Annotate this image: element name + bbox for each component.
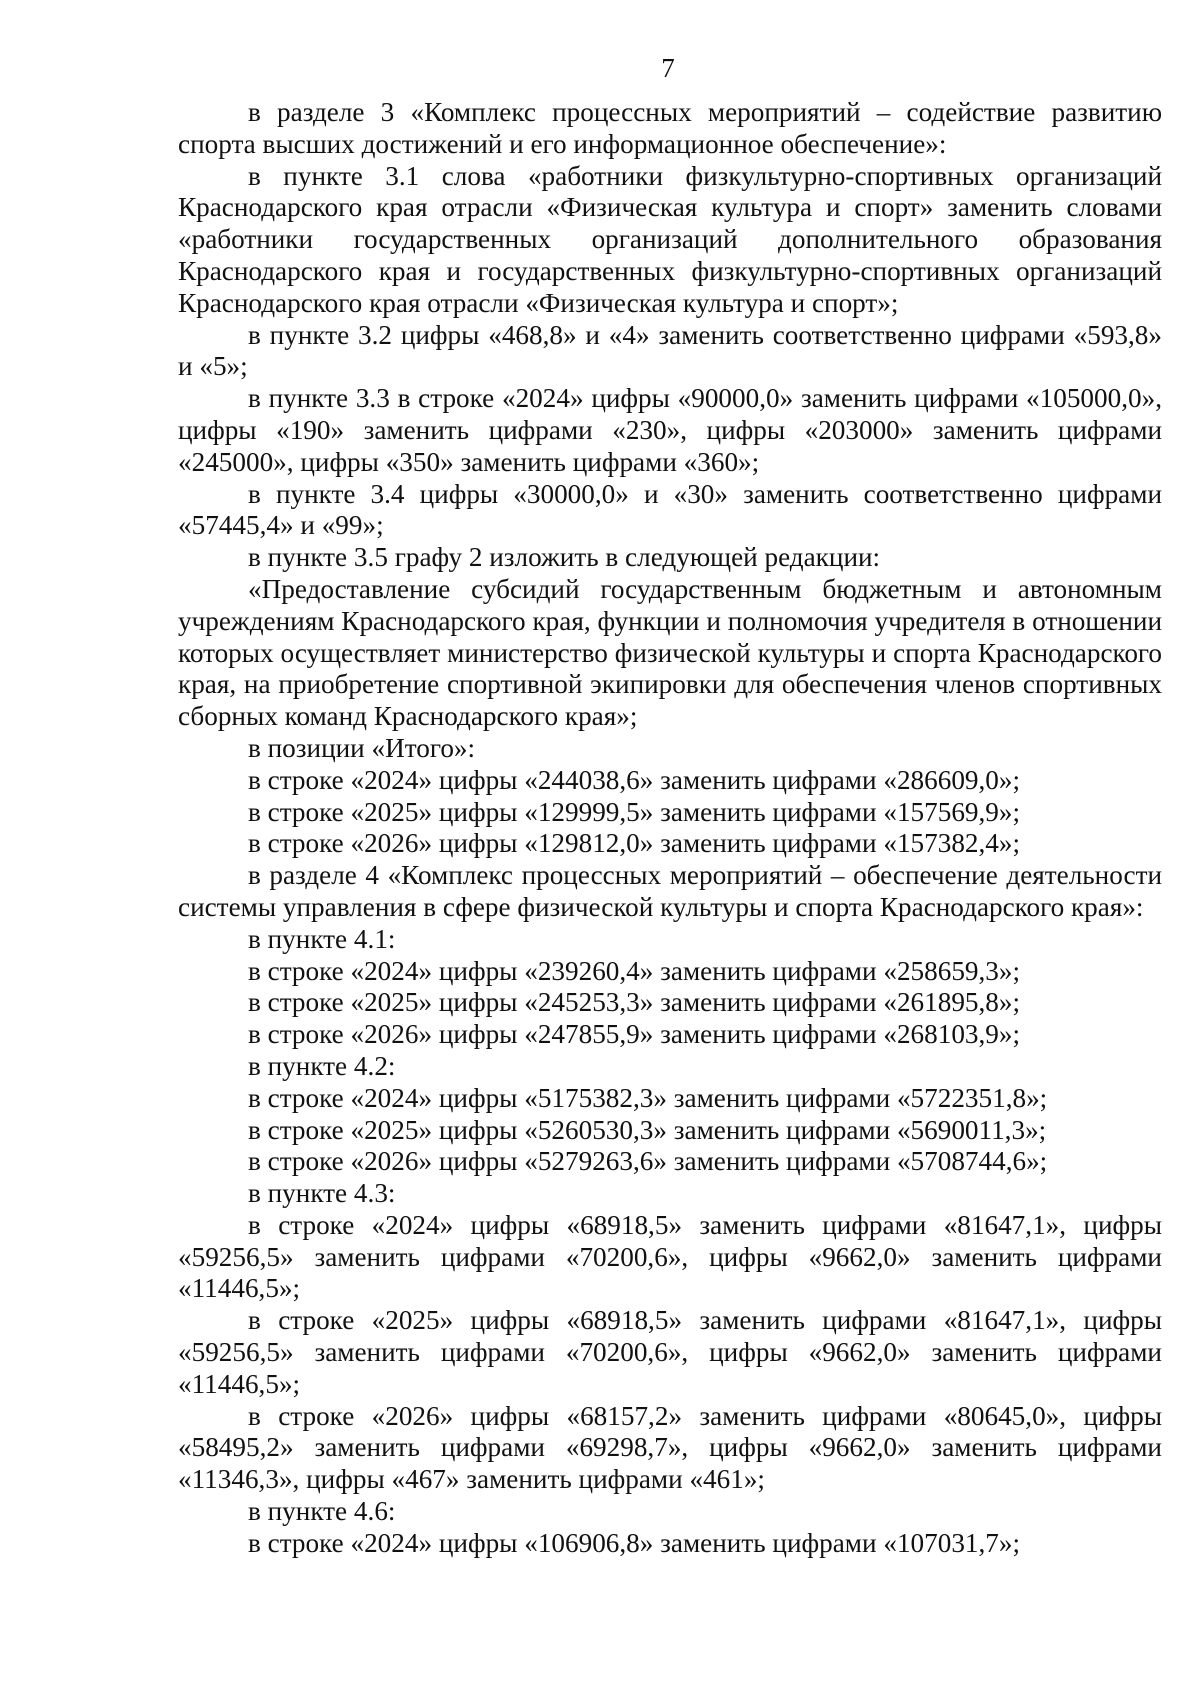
paragraph-item-3-3: в пункте 3.3 в строке «2024» цифры «90000,0» заменить цифрами «105000,0», цифры «190» заменить цифрами «230», цифры «203000» заменить цифрами «245000», цифры «350» заменить цифрами «360»; [178,383,1162,477]
line-total-2026: в строке «2026» цифры «129812,0» заменить цифрами «157382,4»; [248,828,1021,859]
paragraph-item-3-4: в пункте 3.4 цифры «30000,0» и «30» заменить соответственно цифрами «57445,4» и «99»; [178,478,1162,541]
paragraph-item-3-5: в пункте 3.5 графу 2 изложить в следующей редакции: [248,542,881,573]
paragraph-section-4-heading: в разделе 4 «Комплекс процессных мероприятий – обеспечение деятельности системы управления в сфере физической культуры и спорта Краснодарского края»: [178,860,1162,922]
line-total-2025: в строке «2025» цифры «129999,5» заменить цифрами «157569,9»; [248,796,1021,827]
paragraph-item-3-2: в пункте 3.2 цифры «468,8» и «4» заменить соответственно цифрами «593,8» и «5»; [178,319,1162,382]
line-4-2-2026: в строке «2026» цифры «5279263,6» заменить цифрами «5708744,6»; [248,1146,1048,1177]
line-4-1-2025: в строке «2025» цифры «245253,3» заменить цифрами «261895,8»; [248,987,1021,1018]
line-item-4-1: в пункте 4.1: [248,923,396,954]
line-4-2-2025: в строке «2025» цифры «5260530,3» заменить цифрами «5690011,3»; [248,1114,1047,1145]
paragraph-item-3-1: в пункте 3.1 слова «работники физкультурно-спортивных организаций Краснодарского края отрасли «Физическая культура и спорт» заменить словами «работники государственных организаций дополнительного образования Краснодарского края и государственных физкультурно-спортивных организаций Краснодарского края отрасли «Физическая культура и спорт»; [178,160,1162,318]
paragraph-4-3-2025: в строке «2025» цифры «68918,5» заменить цифрами «81647,1», цифры «59256,5» заменить цифрами «70200,6», цифры «9662,0» заменить цифрами «11446,5»; [178,1305,1162,1399]
paragraph-4-3-2024: в строке «2024» цифры «68918,5» заменить цифрами «81647,1», цифры «59256,5» заменить цифрами «70200,6», цифры «9662,0» заменить цифрами «11446,5»; [178,1209,1162,1304]
paragraph-4-3-2026: в строке «2026» цифры «68157,2» заменить цифрами «80645,0», цифры «58495,2» заменить цифрами «69298,7», цифры «9662,0» заменить цифрами «11346,3», цифры «467» заменить цифрами «461»; [178,1400,1162,1495]
line-item-4-3: в пункте 4.3: [248,1178,396,1209]
line-4-2-2024: в строке «2024» цифры «5175382,3» заменить цифрами «5722351,8»; [248,1082,1048,1113]
document-body [178,97,1162,1560]
page-number: 7 [661,53,675,83]
line-4-1-2024: в строке «2024» цифры «239260,4» заменить цифрами «258659,3»; [248,955,1021,986]
line-total-2024: в строке «2024» цифры «244038,6» заменить цифрами «286609,0»; [248,764,1021,795]
paragraph-section-3-heading: в разделе 3 «Комплекс процессных мероприятий – содействие развитию спорта высших достижений и его информационное обеспечение»: [178,97,1162,159]
line-4-6-2024: в строке «2024» цифры «106906,8» заменить цифрами «107031,7»; [248,1527,1021,1558]
line-4-1-2026: в строке «2026» цифры «247855,9» заменить цифрами «268103,9»; [248,1019,1021,1050]
paragraph-total-position: в позиции «Итого»: [248,732,476,763]
line-item-4-2: в пункте 4.2: [248,1050,396,1081]
paragraph-item-3-5-text: «Предоставление субсидий государственным бюджетным и автономным учреждениям Краснодарского края, функции и полномочия учредителя в отношении которых осуществляет министерство физической культуры и спорта Краснодарского края, на приобретение спортивной экипировки для обеспечения членов спортивных сборных команд Краснодарского края»; [178,573,1162,732]
line-item-4-6: в пункте 4.6: [248,1496,396,1527]
